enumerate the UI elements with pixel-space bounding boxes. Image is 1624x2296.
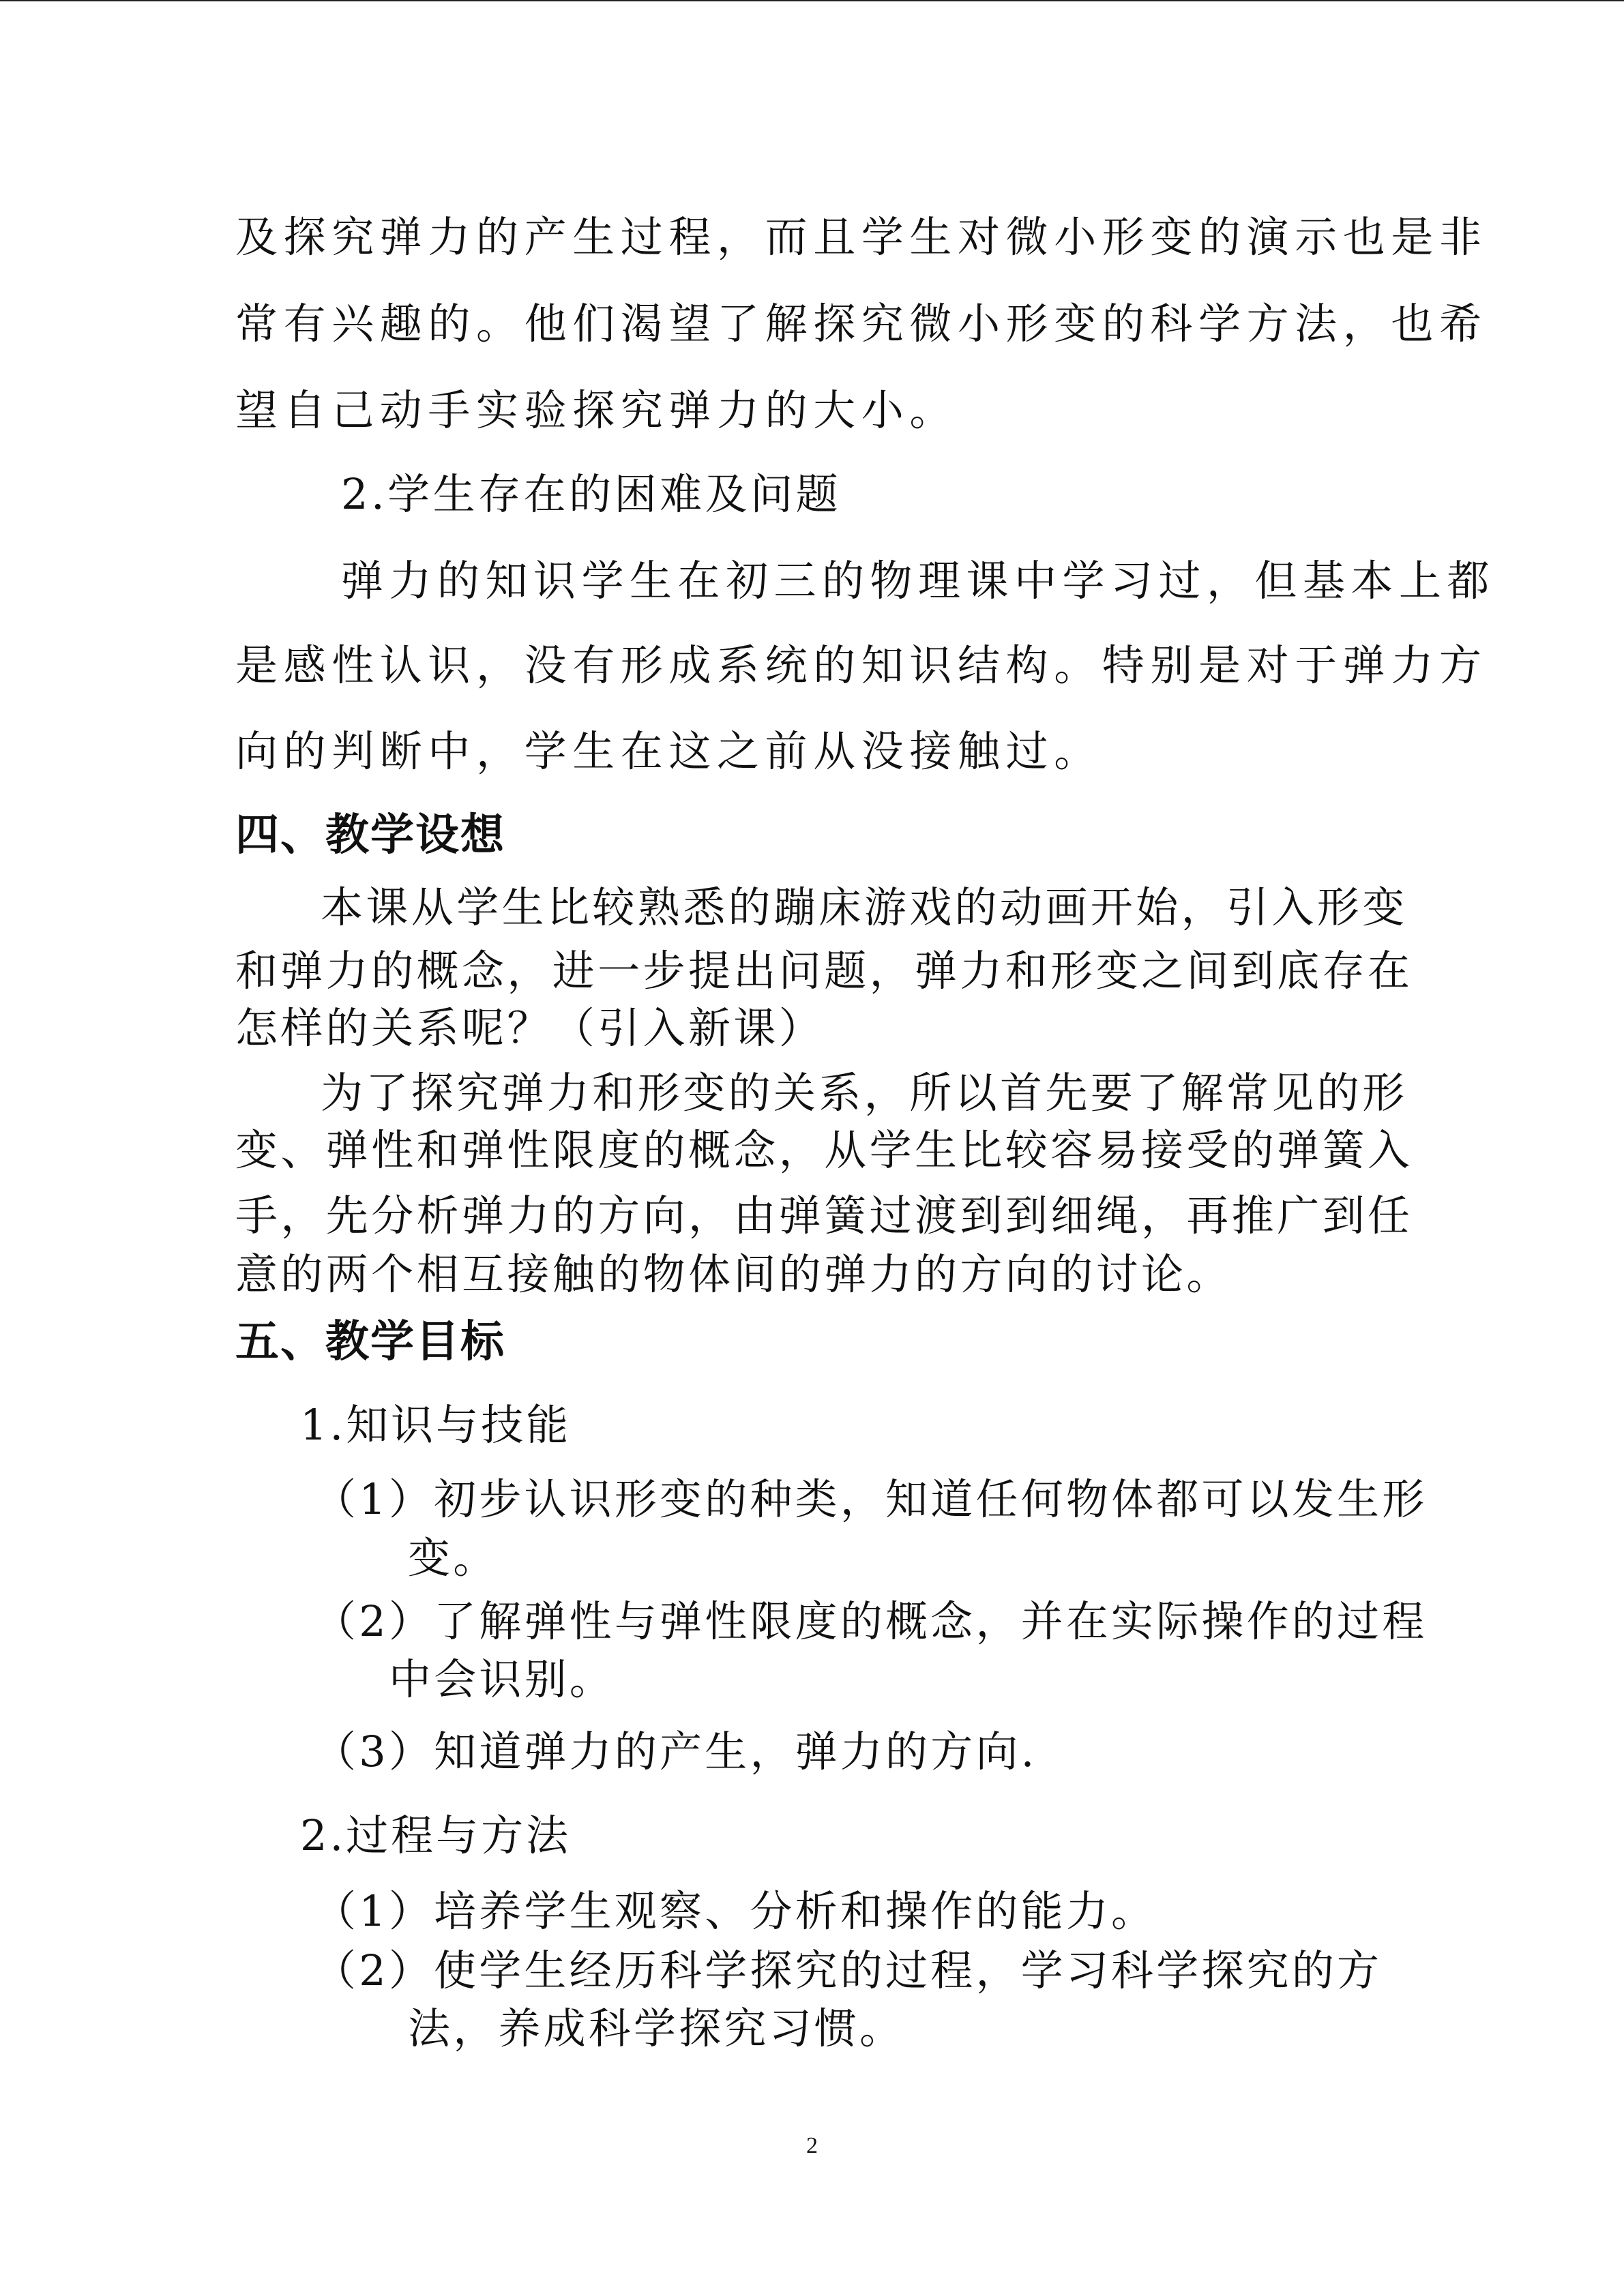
paragraph-line: 望自己动手实验探究弹力的大小。 [235,385,958,435]
list-item: （3）知道弹力的产生，弹力的方向. [314,1727,1037,1776]
list-item: （2）使学生经历科学探究的过程，学习科学探究的方 [314,1945,1383,1995]
paragraph-line: 及探究弹力的产生过程，而且学生对微小形变的演示也是非 [235,212,1488,262]
paragraph-line: 变、弹性和弹性限度的概念，从学生比较容易接受的弹簧入 [235,1125,1413,1175]
paragraph-line: 向的判断中，学生在这之前从没接触过。 [235,726,1102,776]
paragraph-line: 本课从学生比较熟悉的蹦床游戏的动画开始，引入形变 [321,882,1408,932]
top-border [0,0,1624,1]
paragraph-line: 意的两个相互接触的物体间的弹力的方向的讨论。 [235,1249,1232,1299]
paragraph-line: 怎样的关系呢？（引入新课） [235,1003,825,1053]
list-item: （2）了解弹性与弹性限度的概念，并在实际操作的过程 [314,1596,1428,1646]
list-item: （1）培养学生观察、分析和操作的能力。 [314,1886,1157,1936]
paragraph-line: 是感性认识，没有形成系统的知识结构。特别是对于弹力方 [235,640,1488,690]
page-number: 2 [806,2133,818,2158]
paragraph-line: 手，先分析弹力的方向，由弹簧过渡到到细绳，再推广到任 [235,1191,1413,1240]
list-item-continuation: 变。 [408,1533,499,1583]
paragraph-line: 和弹力的概念，进一步提出问题，弹力和形变之间到底存在 [235,946,1413,996]
paragraph-line: 为了探究弹力和形变的关系，所以首先要了解常见的形 [321,1068,1408,1118]
paragraph-line: 常有兴趣的。他们渴望了解探究微小形变的科学方法，也希 [235,299,1488,348]
list-item-continuation: 中会识别。 [389,1654,615,1704]
paragraph-line: 弹力的知识学生在初三的物理课中学习过，但基本上都 [341,556,1496,606]
section-heading: 四、教学设想 [235,810,505,861]
section-heading: 五、教学目标 [235,1317,505,1367]
subsection-heading: 1.知识与技能 [300,1400,572,1450]
list-item-continuation: 法，养成科学探究习惯。 [408,2003,905,2053]
list-item: （1）初步认识形变的种类，知道任何物体都可以发生形 [314,1474,1428,1524]
subsection-heading: 2.过程与方法 [300,1810,572,1860]
subsection-heading: 2.学生存在的困难及问题 [341,469,842,519]
